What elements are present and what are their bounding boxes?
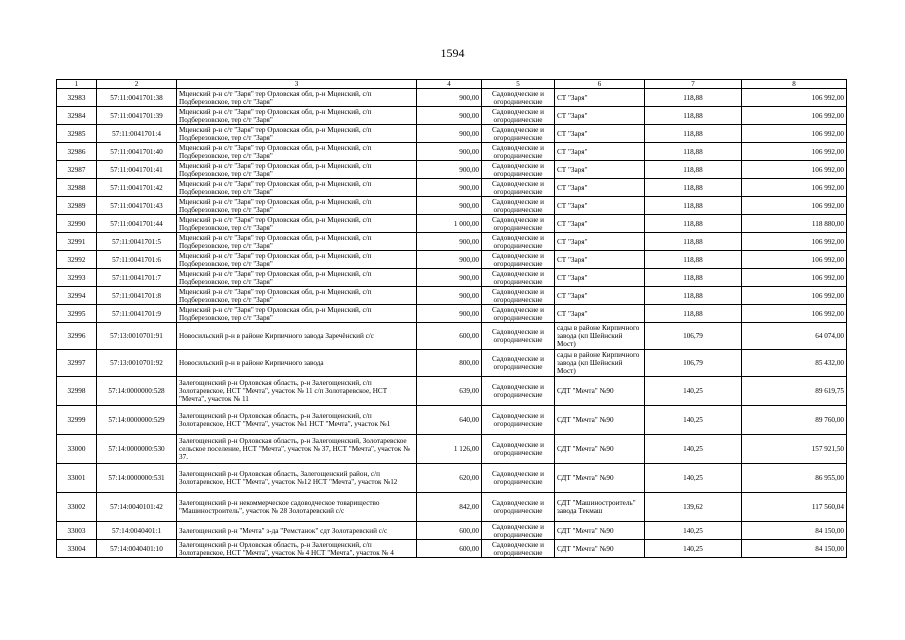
row-number-cell: 32998: [57, 377, 97, 406]
row-number-cell: 32987: [57, 161, 97, 179]
area-cell: 900,00: [417, 269, 482, 287]
cadastral-number-cell: 57:11:0041701:5: [97, 233, 177, 251]
row-number-cell: 32985: [57, 125, 97, 143]
address-cell: Залегощенский р-н "Мечта" з-да "Ремстанок" сдт Золотаревский с/с: [177, 522, 417, 540]
address-cell: Залегощенский р-н Орловская область, р-н Залегощенский, с/п Золотаревское, НСТ "Мечта", участок № 4 НСТ "Мечта", участок № 4: [177, 540, 417, 558]
area-cell: 640,00: [417, 406, 482, 435]
table-row: [57, 125, 847, 143]
address-cell: Мценский р-н с/т "Заря" тер Орловская обл, р-н Мценский, с/п Подберезовское, тер с/т "Заря": [177, 305, 417, 323]
area-cell: 620,00: [417, 464, 482, 493]
row-number-cell: 32983: [57, 89, 97, 107]
owner-cell: сады в районе Кирпичного завода (кп Шейнский Мост): [555, 323, 645, 350]
column-number: 4: [417, 80, 482, 89]
owner-cell: СТ "Заря": [555, 215, 645, 233]
address-cell: Залегощенский р-н Орловская область, р-н Залегощенский, с/п Золотаревское, НСТ "Мечта", участок №1 НСТ "Мечта", участок №1: [177, 406, 417, 435]
area-cell: 900,00: [417, 233, 482, 251]
cadastral-number-cell: 57:11:0041701:7: [97, 269, 177, 287]
cadastral-value-cell: 106 992,00: [742, 179, 847, 197]
rate-cell: 118,88: [645, 107, 742, 125]
cadastral-value-cell: 86 955,00: [742, 464, 847, 493]
cadastral-value-cell: 84 150,00: [742, 540, 847, 558]
address-cell: Мценский р-н с/т "Заря" тер Орловская обл, р-н Мценский, с/п Подберезовское, тер с/т "Заря": [177, 269, 417, 287]
land-use-cell: Садоводческие и огороднические: [482, 107, 555, 125]
row-number-cell: 32991: [57, 233, 97, 251]
row-number-cell: 32990: [57, 215, 97, 233]
column-number: 7: [645, 80, 742, 89]
cadastral-value-cell: 117 560,04: [742, 493, 847, 522]
rate-cell: 106,79: [645, 323, 742, 350]
rate-cell: 118,88: [645, 197, 742, 215]
rate-cell: 118,88: [645, 269, 742, 287]
row-number-cell: 32993: [57, 269, 97, 287]
land-use-cell: Садоводческие и огороднические: [482, 522, 555, 540]
cadastral-value-cell: 106 992,00: [742, 107, 847, 125]
cadastral-number-cell: 57:14:0040401:10: [97, 540, 177, 558]
row-number-cell: 32989: [57, 197, 97, 215]
owner-cell: СДТ "Мечта" №90: [555, 522, 645, 540]
land-use-cell: Садоводческие и огороднические: [482, 143, 555, 161]
cadastral-number-cell: 57:14:0000000:529: [97, 406, 177, 435]
cadastral-value-cell: 64 074,00: [742, 323, 847, 350]
cadastral-number-cell: 57:11:0041701:39: [97, 107, 177, 125]
table-row: [57, 143, 847, 161]
column-number: 8: [742, 80, 847, 89]
land-use-cell: Садоводческие и огороднические: [482, 493, 555, 522]
owner-cell: СДТ "Мечта" №90: [555, 435, 645, 464]
row-number-cell: 32988: [57, 179, 97, 197]
area-cell: 639,00: [417, 377, 482, 406]
land-use-cell: Садоводческие и огороднические: [482, 89, 555, 107]
row-number-cell: 32995: [57, 305, 97, 323]
cadastral-value-cell: 106 992,00: [742, 89, 847, 107]
owner-cell: СТ "Заря": [555, 197, 645, 215]
address-cell: Залегощенский р-н Орловская область, р-н Залегощенский, Золотаревское сельское поселение, НСТ "Мечта", участок № 37, НСТ "Мечта", участок № 37.: [177, 435, 417, 464]
owner-cell: СТ "Заря": [555, 161, 645, 179]
area-cell: 900,00: [417, 143, 482, 161]
owner-cell: СТ "Заря": [555, 125, 645, 143]
cadastral-number-cell: 57:11:0041701:38: [97, 89, 177, 107]
rate-cell: 118,88: [645, 233, 742, 251]
cadastral-number-cell: 57:11:0041701:40: [97, 143, 177, 161]
table-row: [57, 287, 847, 305]
address-cell: Мценский р-н с/т "Заря" тер Орловская обл, р-н Мценский, с/п Подберезовское, тер с/т "Заря": [177, 161, 417, 179]
land-use-cell: Садоводческие и огороднические: [482, 287, 555, 305]
address-cell: Мценский р-н с/т "Заря" тер Орловская обл, р-н Мценский, с/п Подберезовское, тер с/т "Заря": [177, 233, 417, 251]
rate-cell: 139,62: [645, 493, 742, 522]
row-number-cell: 33000: [57, 435, 97, 464]
row-number-cell: 33001: [57, 464, 97, 493]
rate-cell: 140,25: [645, 540, 742, 558]
cadastral-value-cell: 106 992,00: [742, 161, 847, 179]
land-use-cell: Садоводческие и огороднические: [482, 125, 555, 143]
table-row: [57, 406, 847, 435]
cadastral-value-cell: 89 760,00: [742, 406, 847, 435]
page-number: 1594: [440, 46, 465, 60]
rate-cell: 118,88: [645, 305, 742, 323]
area-cell: 600,00: [417, 540, 482, 558]
cadastral-number-cell: 57:14:0000000:531: [97, 464, 177, 493]
rate-cell: 118,88: [645, 89, 742, 107]
cadastral-number-cell: 57:14:0040101:42: [97, 493, 177, 522]
row-number-cell: 32992: [57, 251, 97, 269]
table-row: [57, 377, 847, 406]
land-use-cell: Садоводческие и огороднические: [482, 251, 555, 269]
row-number-cell: 32999: [57, 406, 97, 435]
rate-cell: 118,88: [645, 215, 742, 233]
land-use-cell: Садоводческие и огороднические: [482, 215, 555, 233]
address-cell: Мценский р-н с/т "Заря" тер Орловская обл, р-н Мценский, с/п Подберезовское, тер с/т "Заря": [177, 125, 417, 143]
cadastral-value-cell: 85 432,00: [742, 350, 847, 377]
owner-cell: СТ "Заря": [555, 107, 645, 125]
rate-cell: 118,88: [645, 287, 742, 305]
table-row: [57, 323, 847, 350]
area-cell: 900,00: [417, 179, 482, 197]
row-number-cell: 33004: [57, 540, 97, 558]
area-cell: 1 126,00: [417, 435, 482, 464]
row-number-cell: 32994: [57, 287, 97, 305]
owner-cell: СДТ "Мечта" №90: [555, 464, 645, 493]
owner-cell: СДТ "Мечта" №90: [555, 540, 645, 558]
area-cell: 900,00: [417, 89, 482, 107]
table-row: [57, 350, 847, 377]
row-number-cell: 32997: [57, 350, 97, 377]
owner-cell: СТ "Заря": [555, 179, 645, 197]
column-number: 2: [97, 80, 177, 89]
address-cell: Мценский р-н с/т "Заря" тер Орловская обл, р-н Мценский, с/п Подберезовское, тер с/т "Заря": [177, 179, 417, 197]
rate-cell: 140,25: [645, 406, 742, 435]
area-cell: 800,00: [417, 350, 482, 377]
cadastral-value-cell: 106 992,00: [742, 143, 847, 161]
area-cell: 600,00: [417, 522, 482, 540]
cadastral-value-cell: 106 992,00: [742, 233, 847, 251]
land-use-cell: Садоводческие и огороднические: [482, 179, 555, 197]
address-cell: Мценский р-н с/т "Заря" тер Орловская обл, р-н Мценский, с/п Подберезовское, тер с/т "Заря": [177, 251, 417, 269]
table-row: [57, 233, 847, 251]
cadastral-number-cell: 57:11:0041701:4: [97, 125, 177, 143]
owner-cell: СДТ "Машиностроитель" завода Текмаш: [555, 493, 645, 522]
owner-cell: СТ "Заря": [555, 143, 645, 161]
table-row: [57, 215, 847, 233]
rate-cell: 118,88: [645, 179, 742, 197]
address-cell: Мценский р-н с/т "Заря" тер Орловская обл, р-н Мценский, с/п Подберезовское, тер с/т "Заря": [177, 287, 417, 305]
area-cell: 900,00: [417, 251, 482, 269]
cadastral-value-cell: 89 619,75: [742, 377, 847, 406]
land-use-cell: Садоводческие и огороднические: [482, 540, 555, 558]
cadastral-number-cell: 57:11:0041701:44: [97, 215, 177, 233]
address-cell: Мценский р-н с/т "Заря" тер Орловская обл, р-н Мценский, с/п Подберезовское, тер с/т "Заря": [177, 215, 417, 233]
owner-cell: СТ "Заря": [555, 305, 645, 323]
owner-cell: СТ "Заря": [555, 89, 645, 107]
cadastral-number-cell: 57:11:0041701:8: [97, 287, 177, 305]
address-cell: Мценский р-н с/т "Заря" тер Орловская обл, р-н Мценский, с/п Подберезовское, тер с/т "Заря": [177, 107, 417, 125]
owner-cell: сады в районе Кирпичного завода (кп Шейнский Мост): [555, 350, 645, 377]
address-cell: Мценский р-н с/т "Заря" тер Орловская обл, р-н Мценский, с/п Подберезовское, тер с/т "Заря": [177, 143, 417, 161]
address-cell: Новосильский р-н в районе Кирпичного завода Заречёнский с/с: [177, 323, 417, 350]
column-number: 3: [177, 80, 417, 89]
table-row: [57, 179, 847, 197]
area-cell: 600,00: [417, 323, 482, 350]
rate-cell: 140,25: [645, 435, 742, 464]
land-use-cell: Садоводческие и огороднические: [482, 305, 555, 323]
table-row: [57, 197, 847, 215]
rate-cell: 118,88: [645, 251, 742, 269]
cadastral-value-cell: 106 992,00: [742, 125, 847, 143]
cadastral-value-cell: 84 150,00: [742, 522, 847, 540]
column-number: 6: [555, 80, 645, 89]
area-cell: 900,00: [417, 197, 482, 215]
rate-cell: 140,25: [645, 377, 742, 406]
cadastral-number-cell: 57:13:0010701:91: [97, 323, 177, 350]
cadastral-value-cell: 106 992,00: [742, 197, 847, 215]
rate-cell: 140,25: [645, 464, 742, 493]
column-number-row: [57, 80, 847, 89]
rate-cell: 118,88: [645, 161, 742, 179]
address-cell: Мценский р-н с/т "Заря" тер Орловская обл, р-н Мценский, с/п Подберезовское, тер с/т "Заря": [177, 197, 417, 215]
rate-cell: 118,88: [645, 143, 742, 161]
table-row: [57, 269, 847, 287]
table-row: [57, 251, 847, 269]
land-use-cell: Садоводческие и огороднические: [482, 435, 555, 464]
rate-cell: 140,25: [645, 522, 742, 540]
table-row: [57, 435, 847, 464]
table-row: [57, 522, 847, 540]
owner-cell: СТ "Заря": [555, 251, 645, 269]
area-cell: 842,00: [417, 493, 482, 522]
cadastral-value-cell: 106 992,00: [742, 287, 847, 305]
address-cell: Мценский р-н с/т "Заря" тер Орловская обл, р-н Мценский, с/п Подберезовское, тер с/т "Заря": [177, 89, 417, 107]
land-use-cell: Садоводческие и огороднические: [482, 233, 555, 251]
cadastral-number-cell: 57:11:0041701:6: [97, 251, 177, 269]
address-cell: Залегощенский р-н Орловская область, р-н Залегощенский, с/п Золотаревское, НСТ "Мечта", участок № 11 с/п Золотаревское, НСТ "Мечта", участок № 11: [177, 377, 417, 406]
registry-table: [56, 79, 847, 558]
cadastral-number-cell: 57:14:0000000:528: [97, 377, 177, 406]
land-use-cell: Садоводческие и огороднические: [482, 377, 555, 406]
table-row: [57, 540, 847, 558]
land-use-cell: Садоводческие и огороднические: [482, 197, 555, 215]
column-number: 5: [482, 80, 555, 89]
row-number-cell: 32986: [57, 143, 97, 161]
area-cell: 1 000,00: [417, 215, 482, 233]
owner-cell: СДТ "Мечта" №90: [555, 377, 645, 406]
row-number-cell: 33003: [57, 522, 97, 540]
owner-cell: СДТ "Мечта" №90: [555, 406, 645, 435]
table-row: [57, 305, 847, 323]
cadastral-value-cell: 118 880,00: [742, 215, 847, 233]
table-row: [57, 107, 847, 125]
land-use-cell: Садоводческие и огороднические: [482, 464, 555, 493]
land-use-cell: Садоводческие и огороднические: [482, 323, 555, 350]
row-number-cell: 32996: [57, 323, 97, 350]
cadastral-value-cell: 157 921,50: [742, 435, 847, 464]
column-number: 1: [57, 80, 97, 89]
table-row: [57, 89, 847, 107]
rate-cell: 118,88: [645, 125, 742, 143]
cadastral-value-cell: 106 992,00: [742, 251, 847, 269]
land-use-cell: Садоводческие и огороднические: [482, 161, 555, 179]
table-row: [57, 464, 847, 493]
address-cell: Залегощенский р-н Орловская область, Залегощенский район, с/п Золотаревское, НСТ "Мечта", участок №12 НСТ "Мечта", участок №12: [177, 464, 417, 493]
area-cell: 900,00: [417, 287, 482, 305]
address-cell: Залегощенский р-н некоммерческое садоводческое товарищество "Машиностроитель", участок № 28 Золотаревский с/с: [177, 493, 417, 522]
owner-cell: СТ "Заря": [555, 233, 645, 251]
area-cell: 900,00: [417, 125, 482, 143]
table-row: [57, 493, 847, 522]
owner-cell: СТ "Заря": [555, 269, 645, 287]
cadastral-number-cell: 57:11:0041701:42: [97, 179, 177, 197]
cadastral-number-cell: 57:14:0000000:530: [97, 435, 177, 464]
rate-cell: 106,79: [645, 350, 742, 377]
area-cell: 900,00: [417, 305, 482, 323]
owner-cell: СТ "Заря": [555, 287, 645, 305]
cadastral-number-cell: 57:11:0041701:43: [97, 197, 177, 215]
cadastral-number-cell: 57:11:0041701:41: [97, 161, 177, 179]
cadastral-number-cell: 57:14:0040401:1: [97, 522, 177, 540]
table-row: [57, 161, 847, 179]
cadastral-value-cell: 106 992,00: [742, 269, 847, 287]
cadastral-value-cell: 106 992,00: [742, 305, 847, 323]
land-use-cell: Садоводческие и огороднические: [482, 406, 555, 435]
area-cell: 900,00: [417, 161, 482, 179]
land-use-cell: Садоводческие и огороднические: [482, 269, 555, 287]
area-cell: 900,00: [417, 107, 482, 125]
table-body: [57, 80, 847, 558]
address-cell: Новосильский р-н в районе Кирпичного завода: [177, 350, 417, 377]
land-use-cell: Садоводческие и огороднические: [482, 350, 555, 377]
row-number-cell: 33002: [57, 493, 97, 522]
row-number-cell: 32984: [57, 107, 97, 125]
cadastral-number-cell: 57:13:0010701:92: [97, 350, 177, 377]
cadastral-number-cell: 57:11:0041701:9: [97, 305, 177, 323]
